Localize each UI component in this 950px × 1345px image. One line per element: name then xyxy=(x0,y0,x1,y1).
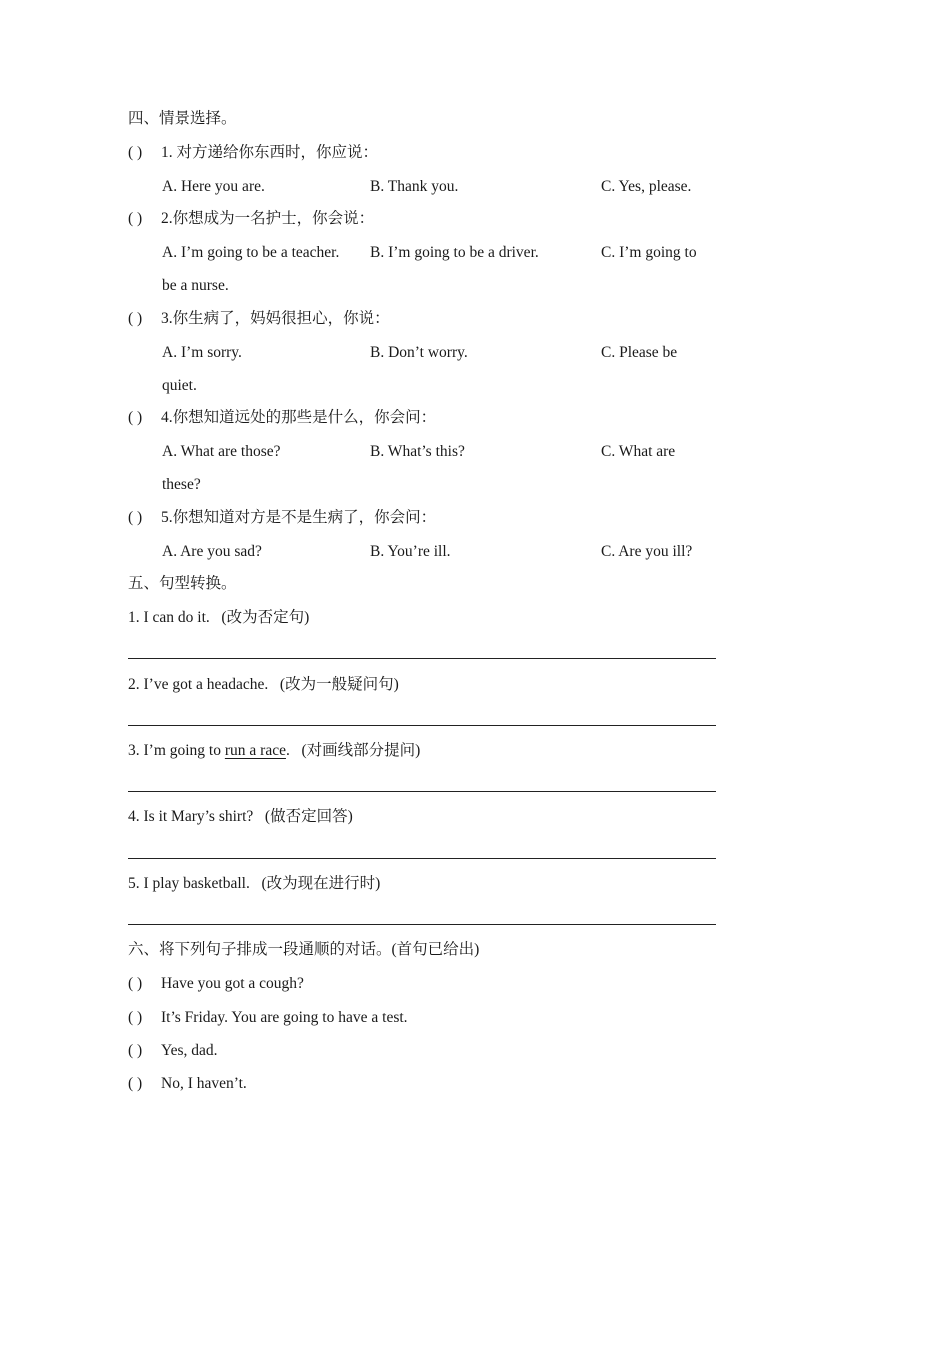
option-a: A. I’m going to be a teacher. xyxy=(162,244,340,261)
answer-blank[interactable]: ( ) xyxy=(128,409,143,426)
instruction: (对画线部分提问) xyxy=(301,742,421,759)
answer-line[interactable] xyxy=(128,791,716,792)
question-2 xyxy=(128,209,374,229)
option-c: C. What are xyxy=(601,443,676,460)
section-5-title: 五、句型转换。 xyxy=(128,575,237,592)
answer-blank[interactable]: ( ) xyxy=(128,1075,143,1092)
answer-line[interactable] xyxy=(128,725,716,726)
sentence-end: . xyxy=(285,742,290,759)
option-b: B. I’m going to be a driver. xyxy=(370,244,539,261)
answer-blank[interactable]: ( ) xyxy=(128,144,143,161)
sentence: 1. I can do it. xyxy=(128,609,210,626)
option-c-continued: be a nurse. xyxy=(162,277,229,294)
dialogue-text: Yes, dad. xyxy=(161,1042,218,1059)
option-b: B. Don’t worry. xyxy=(370,344,468,361)
transform-item-2 xyxy=(128,675,399,695)
option-b: B. What’s this? xyxy=(370,443,465,460)
section-4-title: 四、情景选择。 xyxy=(128,110,237,127)
option-b: B. Thank you. xyxy=(370,178,459,195)
answer-blank[interactable]: ( ) xyxy=(128,210,143,227)
option-b: B. You’re ill. xyxy=(370,543,451,560)
option-c: C. Please be xyxy=(601,344,678,361)
option-a: A. Are you sad? xyxy=(162,543,262,560)
transform-item-3 xyxy=(128,741,420,761)
answer-line[interactable] xyxy=(128,924,716,925)
question-stem: 1. 对方递给你东西时，你应说： xyxy=(161,144,379,161)
sentence: 5. I play basketball. xyxy=(128,875,250,892)
answer-line[interactable] xyxy=(128,658,716,659)
dialogue-item xyxy=(128,1008,408,1028)
dialogue-text: No, I haven’t. xyxy=(161,1075,247,1092)
question-5 xyxy=(128,508,436,528)
dialogue-text: Have you got a cough? xyxy=(161,975,304,992)
sentence: 2. I’ve got a headache. xyxy=(128,676,269,693)
question-stem: 5.你想知道对方是不是生病了，你会问： xyxy=(161,509,437,526)
question-3 xyxy=(128,309,390,329)
instruction: (改为现在进行时) xyxy=(261,875,381,892)
option-a: A. What are those? xyxy=(162,443,281,460)
question-stem: 4.你想知道远处的那些是什么，你会问： xyxy=(161,409,437,426)
sentence-start: 3. I’m going to xyxy=(128,742,225,759)
instruction: (改为否定句) xyxy=(221,609,310,626)
answer-line[interactable] xyxy=(128,858,716,859)
answer-blank[interactable]: ( ) xyxy=(128,1042,143,1059)
option-c: C. Yes, please. xyxy=(601,178,692,195)
option-c-continued: these? xyxy=(162,476,201,493)
sentence: 4. Is it Mary’s shirt? xyxy=(128,808,254,825)
question-stem: 2.你想成为一名护士，你会说： xyxy=(161,210,375,227)
dialogue-item xyxy=(128,974,304,994)
transform-item-1 xyxy=(128,608,309,628)
question-stem: 3.你生病了，妈妈很担心，你说： xyxy=(161,310,390,327)
answer-blank[interactable]: ( ) xyxy=(128,1009,143,1026)
dialogue-text: It’s Friday. You are going to have a test. xyxy=(161,1009,408,1026)
transform-item-5 xyxy=(128,874,380,894)
option-c: C. I’m going to xyxy=(601,244,697,261)
underlined-phrase: run a race xyxy=(224,742,286,759)
instruction: (改为一般疑问句) xyxy=(279,676,399,693)
question-4 xyxy=(128,408,436,428)
transform-item-4 xyxy=(128,807,353,827)
dialogue-item xyxy=(128,1074,247,1094)
option-c: C. Are you ill? xyxy=(601,543,693,560)
instruction: (做否定回答) xyxy=(264,808,353,825)
answer-blank[interactable]: ( ) xyxy=(128,310,143,327)
answer-blank[interactable]: ( ) xyxy=(128,975,143,992)
section-6-title: 六、将下列句子排成一段通顺的对话。(首句已给出) xyxy=(128,941,480,958)
dialogue-item xyxy=(128,1041,218,1061)
option-c-continued: quiet. xyxy=(162,377,197,394)
answer-blank[interactable]: ( ) xyxy=(128,509,143,526)
question-1 xyxy=(128,143,378,163)
option-a: A. I’m sorry. xyxy=(162,344,242,361)
option-a: A. Here you are. xyxy=(162,178,265,195)
